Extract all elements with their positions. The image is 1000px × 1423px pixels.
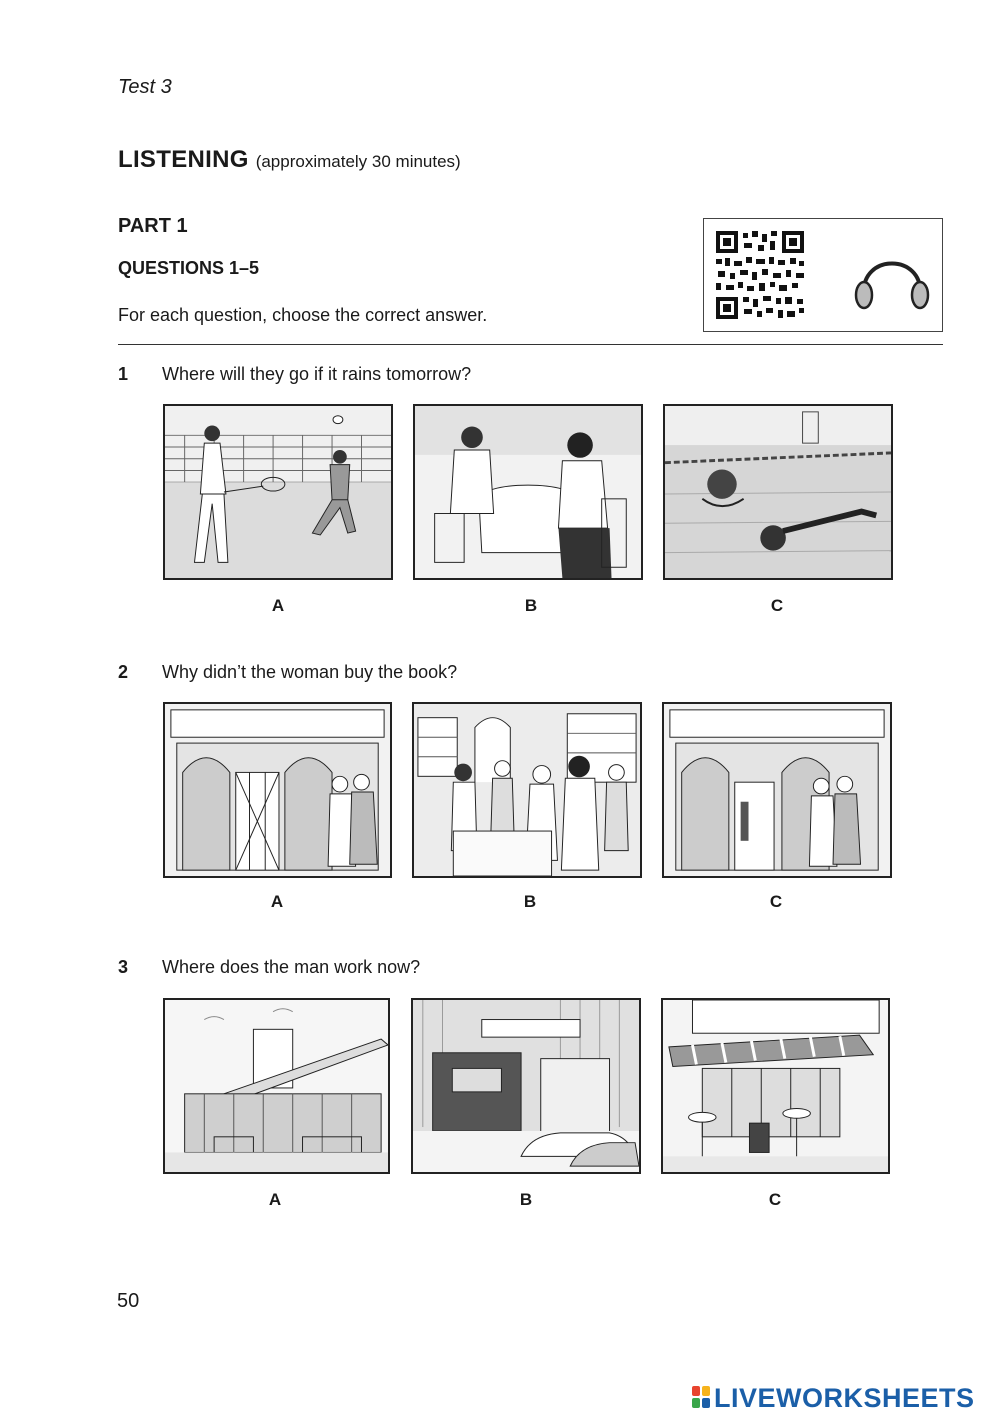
question-1-number: 1 (118, 364, 129, 384)
q2-option-b-label: B (523, 892, 537, 911)
q3-option-b-picture-garage[interactable] (411, 998, 641, 1174)
q1-option-a-picture-badminton[interactable] (163, 404, 393, 580)
q3-option-a-label: A (268, 1190, 282, 1209)
q3-option-c-picture-cafe[interactable] (661, 998, 890, 1174)
q3-option-b-label: B (519, 1190, 533, 1209)
q1-option-a-label: A (271, 596, 285, 615)
question-2-text: Why didn’t the woman buy the book? (162, 662, 458, 682)
test-label: Test 3 (118, 76, 172, 98)
headphones-icon[interactable] (852, 243, 932, 313)
q1-option-c-picture-swimming-pool[interactable] (663, 404, 893, 580)
instruction-text: For each question, choose the correct answer. (118, 305, 488, 325)
section-divider (118, 344, 943, 345)
q3-option-c-label: C (768, 1190, 782, 1209)
page-number: 50 (117, 1290, 140, 1312)
q2-option-b-picture-crowded-bookshop[interactable] (412, 702, 642, 878)
section-title-text: LISTENING (118, 146, 249, 173)
q3-option-a-picture-supermarket[interactable] (163, 998, 390, 1174)
q1-option-b-picture-restaurant[interactable] (413, 404, 643, 580)
liveworksheets-brand[interactable] (692, 1384, 975, 1412)
q2-option-a-picture-closed-shop[interactable] (163, 702, 392, 878)
section-title (118, 146, 461, 174)
q2-option-a-label: A (270, 892, 284, 911)
section-duration: (approximately 30 minutes) (255, 152, 461, 171)
audio-media-box[interactable] (703, 218, 943, 332)
brand-name: LIVEWORKSHEETS (714, 1382, 975, 1413)
q1-option-c-label: C (770, 596, 784, 615)
q2-option-c-label: C (769, 892, 783, 911)
liveworksheets-logo-icon (692, 1386, 712, 1410)
part-title: PART 1 (118, 215, 188, 237)
question-2-number: 2 (118, 662, 129, 682)
question-3-text: Where does the man work now? (162, 957, 421, 977)
questions-range-title: QUESTIONS 1–5 (118, 258, 260, 278)
q2-option-c-picture-open-shop[interactable] (662, 702, 892, 878)
question-3-number: 3 (118, 957, 129, 977)
question-1-text: Where will they go if it rains tomorrow? (162, 364, 472, 384)
q1-option-b-label: B (524, 596, 538, 615)
